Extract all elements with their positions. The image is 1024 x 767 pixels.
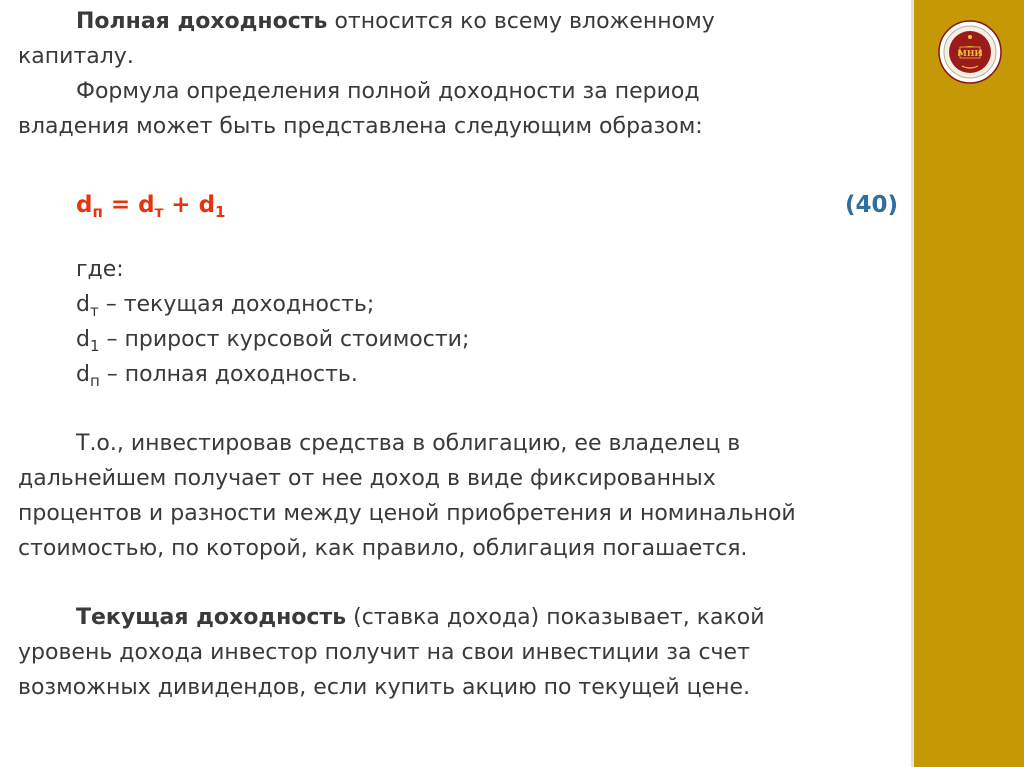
paragraph-continuation: капиталу. xyxy=(18,44,134,69)
formula-var: d xyxy=(76,192,93,218)
spacer xyxy=(18,392,902,426)
paragraph-bond-line2: дальнейшем получает от нее доход в виде фиксированных xyxy=(18,466,716,491)
def-var: d xyxy=(76,362,90,387)
paragraph-text: (ставка дохода) показывает, какой xyxy=(346,605,765,630)
definition-item xyxy=(18,322,902,357)
institute-logo-icon xyxy=(938,20,1002,84)
def-text: – полная доходность. xyxy=(99,362,358,387)
formula-row xyxy=(18,188,902,222)
paragraph-current-yield-line2: уровень дохода инвестор получит на свои инвестиции за счет xyxy=(18,640,750,665)
formula-eq: = d xyxy=(102,192,155,218)
spacer xyxy=(18,566,902,600)
paragraph-bond-line1: Т.о., инвестировав средства в облигацию, ее владелец в xyxy=(76,431,741,456)
formula xyxy=(76,188,225,222)
formula-intro-line2: владения может быть представлена следующим образом: xyxy=(18,114,703,139)
definition-item xyxy=(18,287,902,322)
paragraph-text: относится ко всему вложенному xyxy=(327,9,715,34)
paragraph-bond-line4: стоимостью, по которой, как правило, облигация погашается. xyxy=(18,536,748,561)
formula-intro-line1: Формула определения полной доходности за период xyxy=(76,79,700,104)
def-text: – текущая доходность; xyxy=(98,292,375,317)
definition-item xyxy=(18,357,902,392)
paragraph-current-yield xyxy=(18,600,902,635)
term-full-yield: Полная доходность xyxy=(76,9,328,34)
def-sub: 1 xyxy=(89,337,100,355)
formula-sub: т xyxy=(154,203,164,221)
def-sub: т xyxy=(89,302,99,320)
def-var: d xyxy=(76,327,90,352)
term-current-yield: Текущая доходность xyxy=(76,605,347,630)
equation-number: (40) xyxy=(844,192,898,218)
def-text: – прирост курсовой стоимости; xyxy=(99,327,470,352)
def-sub: п xyxy=(89,372,100,390)
slide-content xyxy=(18,4,902,705)
paragraph-full-yield xyxy=(18,4,902,39)
formula-sub: 1 xyxy=(215,203,226,221)
definitions-intro: где: xyxy=(76,257,124,282)
logo-lettering: МНИ xyxy=(958,48,982,58)
def-var: d xyxy=(76,292,90,317)
formula-plus: + d xyxy=(163,192,216,218)
paragraph-current-yield-line3: возможных дивидендов, если купить акцию по текущей цене. xyxy=(18,675,751,700)
formula-sub: п xyxy=(92,203,103,221)
paragraph-bond-line3: процентов и разности между ценой приобретения и номинальной xyxy=(18,501,796,526)
gold-sidebar xyxy=(914,0,1024,767)
